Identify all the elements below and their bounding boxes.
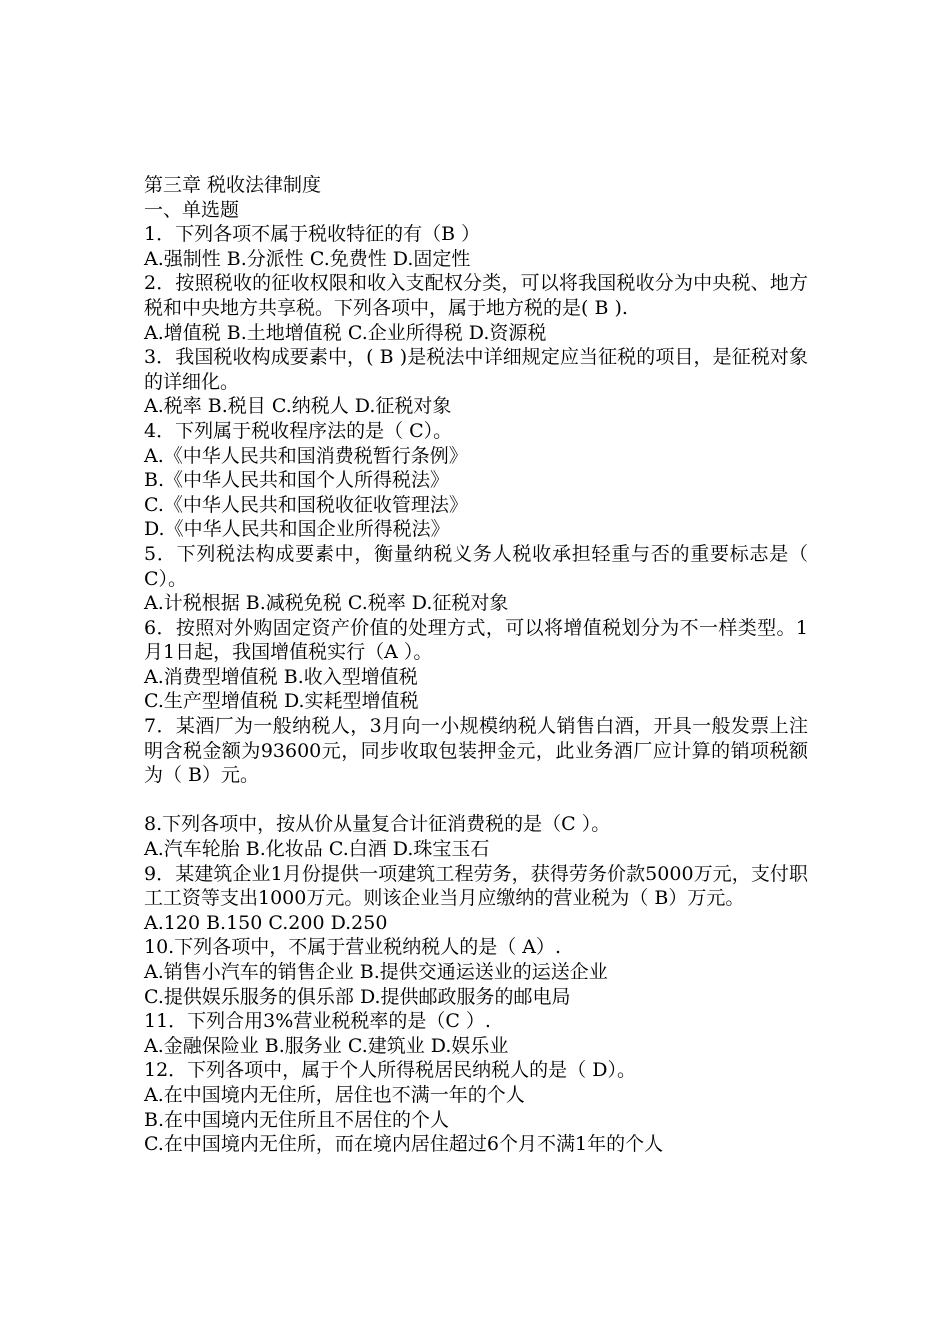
options-6cd: C.生产型增值税 D.实耗型增值税 (144, 690, 419, 713)
blank-line (144, 788, 808, 813)
options-11: A.金融保险业 B.服务业 C.建筑业 D.娱乐业 (144, 1034, 509, 1057)
question-7: 7．某酒厂为一般纳税人，3月向一小规模纳税人销售白酒，开具一般发票上注明含税金额为93600元，同步收取包装押金元，此业务酒厂应计算的销项税额为（ B）元。 (144, 715, 808, 787)
question-5: 5．下列税法构成要素中，衡量纳税义务人税收承担轻重与否的重要标志是（ C）。 (144, 542, 808, 590)
options-3: A.税率 B.税目 C.纳税人 D.征税对象 (144, 395, 452, 418)
option-4b: B.《中华人民共和国个人所得税法》 (144, 469, 450, 492)
question-6: 6．按照对外购固定资产价值的处理方式，可以将增值税划分为不一样类型。1月1日起，我国增值税实行（A ）。 (144, 616, 808, 664)
options-10ab: A.销售小汽车的销售企业 B.提供交通运送业的运送企业 (144, 961, 608, 983)
question-12: 12．下列各项中，属于个人所得税居民纳税人的是（ D）。 (144, 1059, 636, 1082)
option-4c: C.《中华人民共和国税收征收管理法》 (144, 493, 468, 516)
question-4: 4．下列属于税收程序法的是（ C）。 (144, 419, 453, 442)
options-10cd: C.提供娱乐服务的俱乐部 D.提供邮政服务的邮电局 (144, 985, 571, 1008)
options-5: A.计税根据 B.减税免税 C.税率 D.征税对象 (144, 592, 509, 615)
question-10: 10.下列各项中，不属于营业税纳税人的是（ A）. (144, 936, 562, 959)
option-12a: A.在中国境内无住所，居住也不满一年的个人 (144, 1083, 525, 1106)
options-2: A.增值税 B.土地增值税 C.企业所得税 D.资源税 (144, 321, 547, 344)
section-title: 一、单选题 (144, 198, 240, 221)
options-6ab: A.消费型增值税 B.收入型增值税 (144, 665, 418, 688)
option-12c: C.在中国境内无住所，而在境内居住超过6个月不满1年的个人 (144, 1133, 664, 1156)
chapter-title: 第三章 税收法律制度 (144, 174, 322, 196)
document-page (144, 173, 808, 1157)
options-1: A.强制性 B.分派性 C.免费性 D.固定性 (144, 247, 471, 270)
options-9: A.120 B.150 C.200 D.250 (144, 911, 388, 934)
question-11: 11．下列合用3%营业税税率的是（C ）. (144, 1010, 491, 1033)
question-1: 1．下列各项不属于税收特征的有（B ） (144, 223, 481, 246)
options-8: A.汽车轮胎 B.化妆品 C.白酒 D.珠宝玉石 (144, 838, 490, 861)
question-3: 3．我国税收构成要素中，( B )是税法中详细规定应当征税的项目，是征税对象的详细化。 (144, 346, 808, 393)
option-4a: A.《中华人民共和国消费税暂行条例》 (144, 444, 468, 467)
question-2: 2．按照税收的征收权限和收入支配权分类，可以将我国税收分为中央税、地方税和中央地方共享税。下列各项中，属于地方税的是( B ). (144, 272, 808, 319)
question-9: 9．某建筑企业1月份提供一项建筑工程劳务，获得劳务价款5000万元，支付职工工资等支出1000万元。则该企业当月应缴纳的营业税为（ B）万元。 (144, 862, 808, 910)
question-8: 8.下列各项中，按从价从量复合计征消费税的是（C ）。 (144, 813, 611, 836)
option-4d: D.《中华人民共和国企业所得税法》 (144, 518, 450, 541)
option-12b: B.在中国境内无住所且不居住的个人 (144, 1108, 450, 1131)
